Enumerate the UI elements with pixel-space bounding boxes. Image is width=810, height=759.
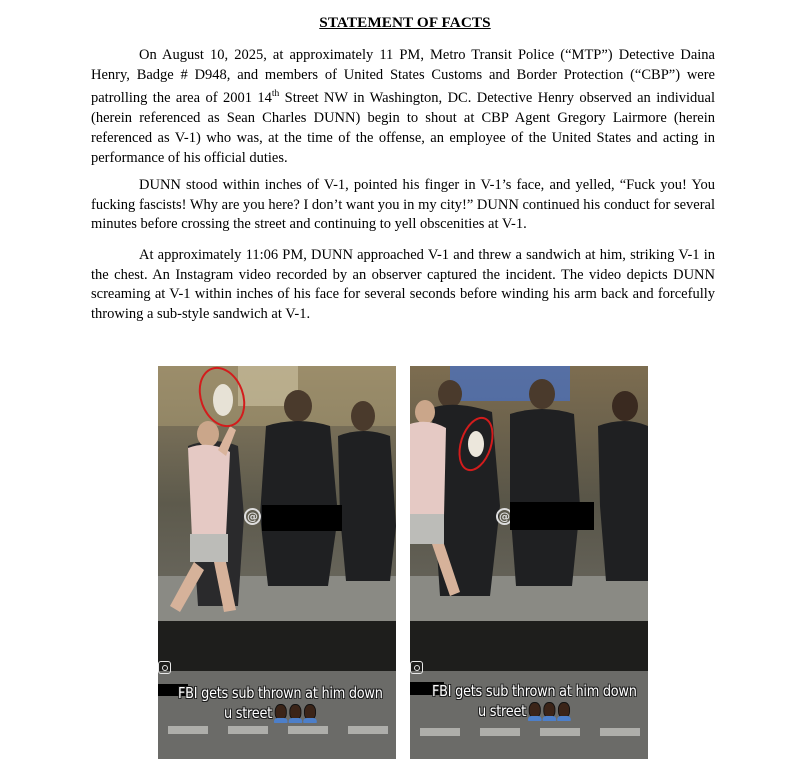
video-caption-line-1: FBI gets sub thrown at him down (178, 684, 383, 702)
person-emoji-icon (304, 704, 316, 720)
paragraph-1 (91, 46, 715, 168)
paragraph-2: DUNN stood within inches of V-1, pointed his finger in V-1’s face, and yelled, “Fuck you! You fucking fascists! Why are you here? I don’t want you in my city!” DUNN continued his conduct for several minutes before crossing the street and continuing to yell obscenities at V-1. (91, 177, 715, 233)
video-still-right (410, 366, 648, 759)
paragraph-3: At approximately 11:06 PM, DUNN approached V-1 and threw a sandwich at him, striking V-1 in the chest. An Instagram video recorded by an observer captured the incident. The video depicts DUNN screaming at V-1 within inches of his face for several seconds before winding his arm back and forcefully throwing a sub-style sandwich at V-1. (91, 247, 715, 323)
instagram-icon (410, 661, 423, 674)
person-emoji-icon (275, 704, 287, 720)
caption-text: u street (224, 704, 272, 722)
person-emoji-icon (529, 702, 541, 718)
paragraph-1-text-a: On August 10, 2025, at approximately 11 PM, Metro Transit Police (“MTP”) Detective Daina Henry, Badge # D948, and members of United States Customs and Border Protection (“CBP”) were patrolling the area of 2001 14 (91, 47, 715, 107)
caption-text: u street (478, 702, 526, 720)
instagram-icon (158, 661, 171, 674)
video-caption-line-1: FBI gets sub thrown at him down (432, 682, 637, 700)
threads-logo-icon: @ (496, 508, 513, 525)
page-title: STATEMENT OF FACTS (319, 14, 491, 31)
scene-right (410, 366, 648, 759)
person-emoji-icon (289, 704, 301, 720)
redaction-box (262, 505, 342, 531)
person-emoji-icon (543, 702, 555, 718)
video-caption-line-2 (224, 704, 316, 722)
person-emoji-icon (558, 702, 570, 718)
superscript-th: th (271, 89, 280, 100)
video-caption-line-2 (478, 702, 570, 720)
paragraph-1-text-b: Street NW in Washington, DC. Detective Henry observed an individual (herein referenced as Sean Charles DUNN) begin to shout at CBP Agent Gregory Lairmore (herein referenced as V-1) who was, at the time of the offense, an employee of the United States and acting in performance of his official duties. (91, 90, 715, 166)
redaction-box (510, 502, 594, 530)
video-still-left (158, 366, 396, 759)
threads-logo-icon: @ (244, 508, 261, 525)
